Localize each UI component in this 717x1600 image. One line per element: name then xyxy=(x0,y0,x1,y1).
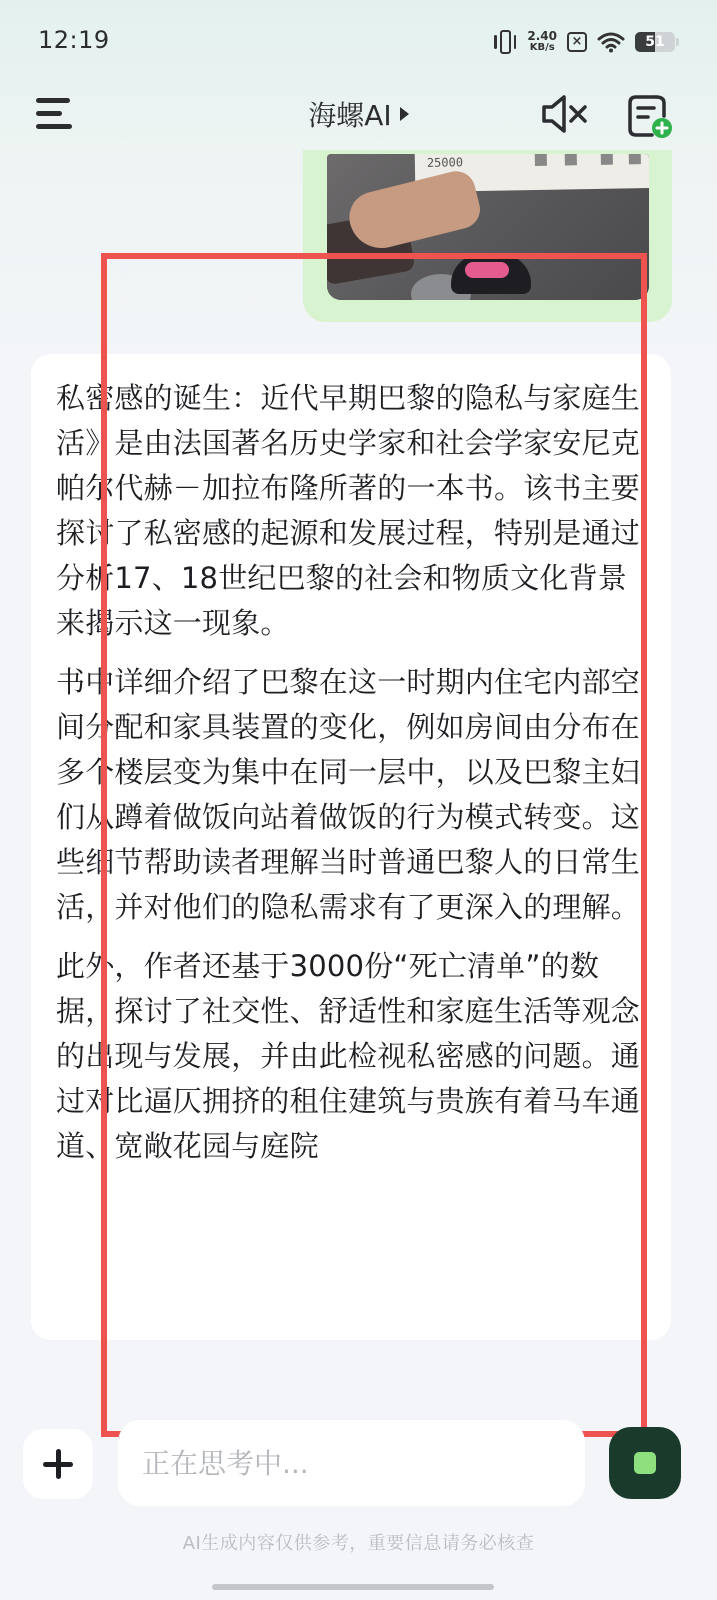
ai-reply-paragraph: 书中详细介绍了巴黎在这一时期内住宅内部空间分配和家具装置的变化，例如房间由分布在多个楼层变为集中在同一层中，以及巴黎主妇们从蹲着做饭向站着做饭的行为模式转变。这些细节帮助读者理解当时普通巴黎人的日常生活，并对他们的隐私需求有了更深入的理解。 xyxy=(56,665,641,924)
status-time: 12:19 xyxy=(38,26,110,54)
ai-reply-paragraph: 私密感的诞生：近代早期巴黎的隐私与家庭生活》是由法国著名历史学家和社会学家安尼克·帕尔代赫－加拉布隆所著的一本书。该书主要探讨了私密感的起源和发展过程，特别是通过分析17、18世纪巴黎的社会和物质文化背景来揭示这一现象。 xyxy=(56,381,650,640)
photo-box-text: 25000 xyxy=(426,155,464,170)
disclaimer: AI生成内容仅供参考，重要信息请务必核查 xyxy=(182,1533,535,1554)
status-bar xyxy=(0,0,717,84)
app-title: 海螺AI xyxy=(308,99,392,132)
new-chat-icon[interactable] xyxy=(626,92,674,140)
chat-input[interactable] xyxy=(118,1420,585,1506)
vibrate-icon xyxy=(493,28,517,56)
user-image-message xyxy=(303,150,672,322)
network-speed-value: 2.40 xyxy=(527,29,557,43)
stop-icon xyxy=(634,1452,656,1474)
mute-icon[interactable] xyxy=(540,92,590,136)
stop-generation-button[interactable] xyxy=(609,1427,681,1499)
network-speed-unit: KB/s xyxy=(529,42,555,53)
home-indicator[interactable] xyxy=(212,1584,494,1590)
network-speed xyxy=(527,30,557,54)
no-sim-icon: × xyxy=(567,32,587,52)
wifi-icon xyxy=(597,31,625,53)
add-attachment-button[interactable] xyxy=(23,1429,93,1499)
app-title-button[interactable] xyxy=(308,94,408,134)
battery-level: 51 xyxy=(645,34,665,50)
status-icons xyxy=(493,26,679,58)
play-icon xyxy=(400,107,409,121)
app-header xyxy=(0,84,717,148)
ai-reply-bubble xyxy=(31,354,671,1340)
battery-icon xyxy=(635,32,679,52)
ai-reply-paragraph: 此外，作者还基于3000份“死亡清单”的数据，探讨了社交性、舒适性和家庭生活等观念的出现与发展，并由此检视私密感的问题。通过对比逼仄拥挤的租住建筑与贵族有着马车通道、宽敞花园与庭院 xyxy=(56,949,641,1163)
user-photo[interactable] xyxy=(327,154,649,300)
